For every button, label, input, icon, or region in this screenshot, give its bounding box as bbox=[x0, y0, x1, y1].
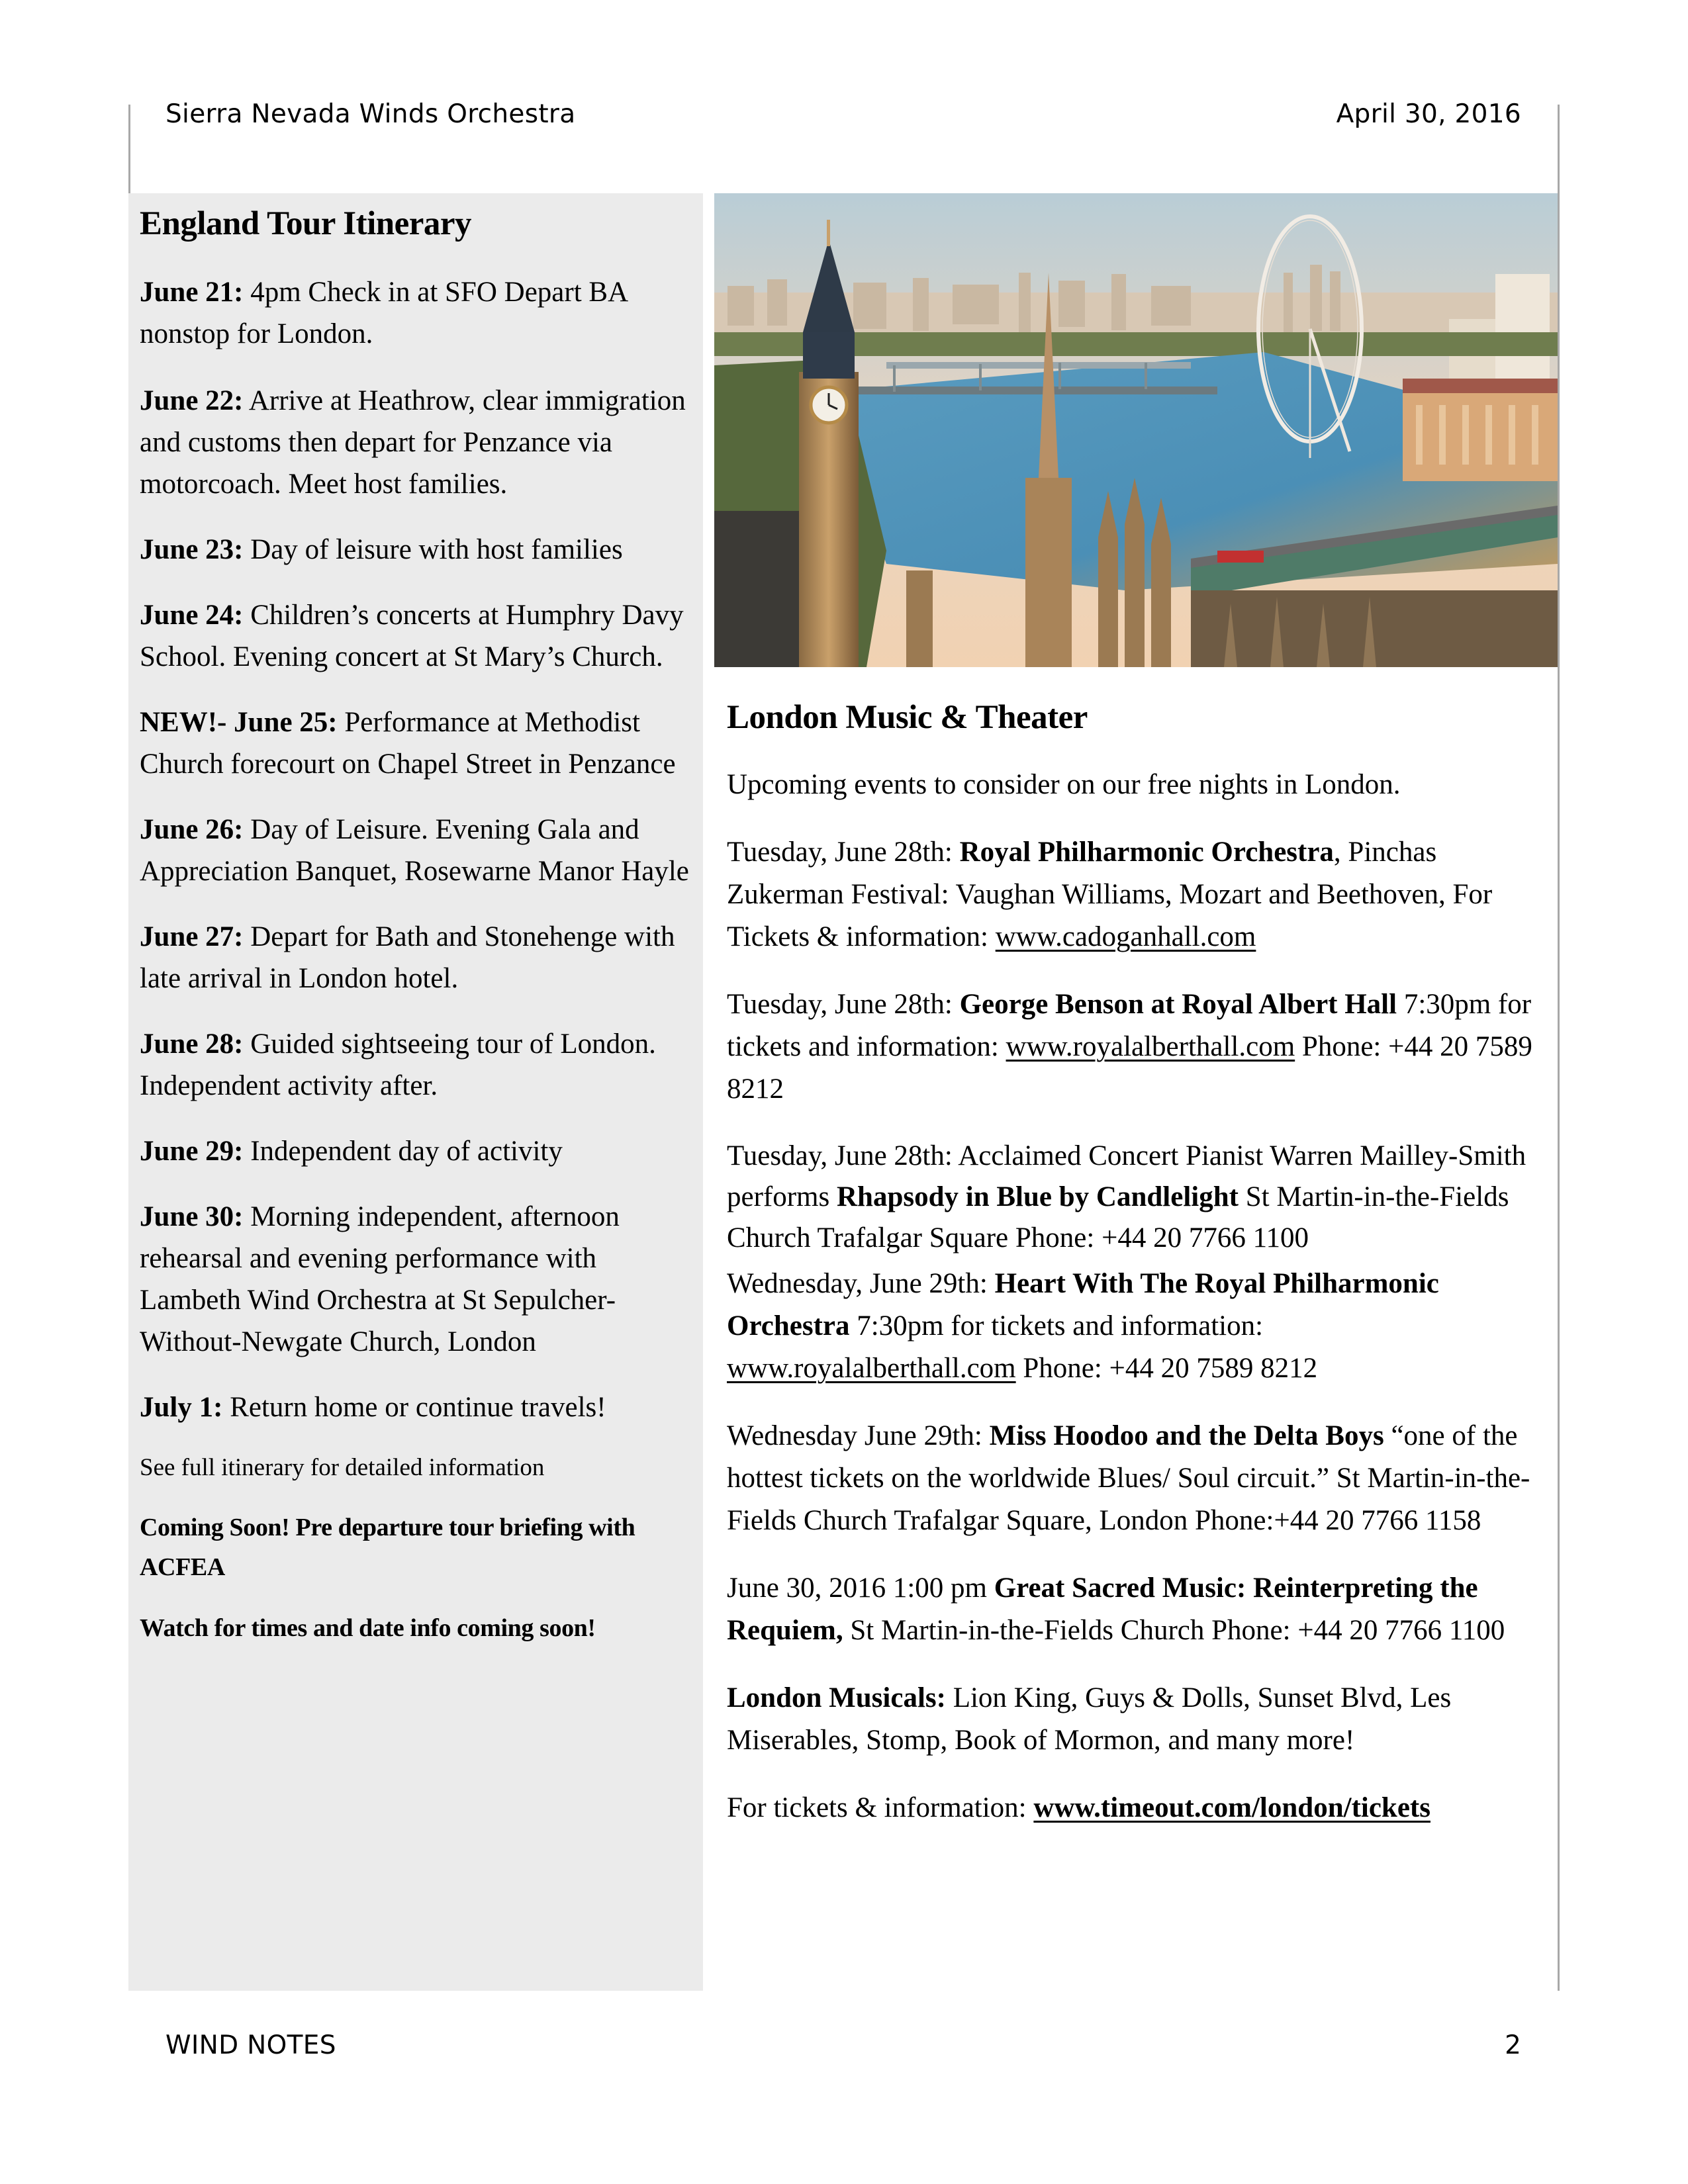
entry-date: June 27: bbox=[140, 921, 244, 952]
timeout-tickets-link[interactable]: www.timeout.com/london/tickets bbox=[1033, 1792, 1430, 1823]
musicals-label: London Musicals: bbox=[727, 1682, 946, 1713]
entry-date: June 28: bbox=[140, 1028, 244, 1060]
entry-date: June 26: bbox=[140, 814, 244, 845]
right-column-rule bbox=[1558, 105, 1560, 1991]
itinerary-entry bbox=[140, 1023, 700, 1107]
itinerary-entry bbox=[140, 916, 700, 999]
event-details: 7:30pm for tickets and information: bbox=[727, 989, 1532, 1062]
entry-text: Day of Leisure. Evening Gala and Appreciation Banquet, Rosewarne Manor Hayle bbox=[140, 814, 689, 887]
footer-newsletter-name: WIND NOTES bbox=[165, 2030, 336, 2060]
london-skyline-photo bbox=[714, 193, 1558, 667]
event-item bbox=[727, 1263, 1554, 1390]
header-date: April 30, 2016 bbox=[1336, 99, 1521, 129]
itinerary-title: England Tour Itinerary bbox=[140, 205, 472, 242]
itinerary-entry bbox=[140, 809, 700, 892]
entry-text: Morning independent, afternoon rehearsal and evening performance with Lambeth Wind Orchestra at St Sepulcher-Without-Newgate Church, London bbox=[140, 1201, 620, 1357]
itinerary-panel bbox=[128, 193, 703, 1991]
entry-date: June 24: bbox=[140, 600, 244, 631]
entry-date: June 25: bbox=[234, 707, 338, 738]
event-title: Royal Philharmonic Orchestra bbox=[959, 837, 1334, 868]
entry-date: June 21: bbox=[140, 277, 244, 308]
itinerary-entry bbox=[140, 1196, 700, 1363]
event-item bbox=[727, 1415, 1554, 1542]
tickets-info bbox=[727, 1787, 1554, 1829]
event-details: St Martin-in-the-Fields Church Trafalgar Square Phone: +44 20 7766 1100 bbox=[727, 1181, 1509, 1253]
event-details: 7:30pm for tickets and information: bbox=[849, 1310, 1264, 1342]
entry-text: Depart for Bath and Stonehenge with late arrival in London hotel. bbox=[140, 921, 675, 994]
entry-text: Day of leisure with host families bbox=[243, 534, 623, 565]
see-full-itinerary-note: See full itinerary for detailed information bbox=[140, 1454, 545, 1481]
entry-date: June 23: bbox=[140, 534, 244, 565]
itinerary-entry bbox=[140, 1387, 700, 1428]
london-section-title: London Music & Theater bbox=[727, 699, 1088, 736]
coming-soon-note: Coming Soon! Pre departure tour briefing with ACFEA bbox=[140, 1514, 635, 1581]
event-date: June 30, 2016 1:00 pm bbox=[727, 1572, 994, 1604]
london-events-section bbox=[727, 696, 1554, 1829]
event-details: “one of the hottest tickets on the worldwide Blues/ Soul circuit.” St Martin-in-the-Fields Church Trafalgar Square, London Phone:+44 20 7766 1158 bbox=[727, 1420, 1530, 1536]
event-link[interactable]: www.cadoganhall.com bbox=[995, 921, 1256, 952]
entry-text: Guided sightseeing tour of London. Independent activity after. bbox=[140, 1028, 656, 1101]
watch-for-note: Watch for times and date info coming soon! bbox=[140, 1614, 596, 1642]
entry-text: Independent day of activity bbox=[243, 1136, 563, 1167]
event-date: Wednesday, June 29th: bbox=[727, 1268, 995, 1299]
itinerary-entry bbox=[140, 529, 700, 570]
tickets-label: For tickets & information: bbox=[727, 1792, 1034, 1823]
event-details: , Pinchas Zukerman Festival: Vaughan Williams, Mozart and Beethoven, For Tickets & information: bbox=[727, 837, 1493, 952]
itinerary-entry bbox=[140, 380, 700, 505]
entry-text: Performance at Methodist Church forecourt on Chapel Street in Penzance bbox=[140, 707, 676, 780]
event-title: Miss Hoodoo and the Delta Boys bbox=[989, 1420, 1384, 1451]
entry-text: Arrive at Heathrow, clear immigration and customs then depart for Penzance via motorcoach. Meet host families. bbox=[140, 385, 686, 500]
event-item bbox=[727, 1567, 1554, 1652]
event-title: Great Sacred Music: Reinterpreting the Requiem, bbox=[727, 1572, 1478, 1646]
event-date: Tuesday, June 28th: Acclaimed Concert Pianist Warren Mailley-Smith performs bbox=[727, 1140, 1526, 1212]
itinerary-entry bbox=[140, 594, 700, 678]
event-item bbox=[727, 1136, 1554, 1259]
event-item bbox=[727, 983, 1554, 1111]
london-musicals bbox=[727, 1677, 1554, 1762]
entry-text: Return home or continue travels! bbox=[222, 1392, 606, 1423]
event-link[interactable]: www.royalalberthall.com bbox=[1006, 1031, 1295, 1062]
event-date: Tuesday, June 28th: bbox=[727, 837, 960, 868]
entry-text: 4pm Check in at SFO Depart BA nonstop for London. bbox=[140, 277, 627, 349]
event-title: Rhapsody in Blue by Candlelight bbox=[836, 1181, 1239, 1212]
event-phone: Phone: +44 20 7589 8212 bbox=[727, 1031, 1532, 1105]
event-phone: Phone: +44 20 7589 8212 bbox=[1015, 1353, 1318, 1384]
itinerary-entry bbox=[140, 1130, 700, 1172]
entry-date: June 30: bbox=[140, 1201, 244, 1232]
entry-date: June 22: bbox=[140, 385, 244, 416]
footer-page-number: 2 bbox=[1505, 2030, 1521, 2060]
event-title: Heart With The Royal Philharmonic Orchestra bbox=[727, 1268, 1439, 1342]
itinerary-entry bbox=[140, 271, 700, 355]
entry-date: July 1: bbox=[140, 1392, 223, 1423]
new-badge: NEW!- bbox=[140, 707, 234, 738]
left-header-rule bbox=[128, 105, 130, 193]
event-title: George Benson at Royal Albert Hall bbox=[959, 989, 1397, 1020]
event-date: Tuesday, June 28th: bbox=[727, 989, 960, 1020]
event-link[interactable]: www.royalalberthall.com bbox=[727, 1353, 1016, 1384]
itinerary-entry-new bbox=[140, 702, 700, 785]
event-details: St Martin-in-the-Fields Church Phone: +44 20 7766 1100 bbox=[843, 1615, 1505, 1646]
header-org-name: Sierra Nevada Winds Orchestra bbox=[165, 99, 576, 129]
entry-text: Children’s concerts at Humphry Davy School. Evening concert at St Mary’s Church. bbox=[140, 600, 684, 672]
musicals-list: Lion King, Guys & Dolls, Sunset Blvd, Les Miserables, Stomp, Book of Mormon, and many more! bbox=[727, 1682, 1452, 1756]
event-item bbox=[727, 831, 1554, 958]
london-skyline-illustration bbox=[714, 193, 1558, 667]
london-intro: Upcoming events to consider on our free nights in London. bbox=[727, 769, 1401, 800]
event-date: Wednesday June 29th: bbox=[727, 1420, 990, 1451]
entry-date: June 29: bbox=[140, 1136, 244, 1167]
